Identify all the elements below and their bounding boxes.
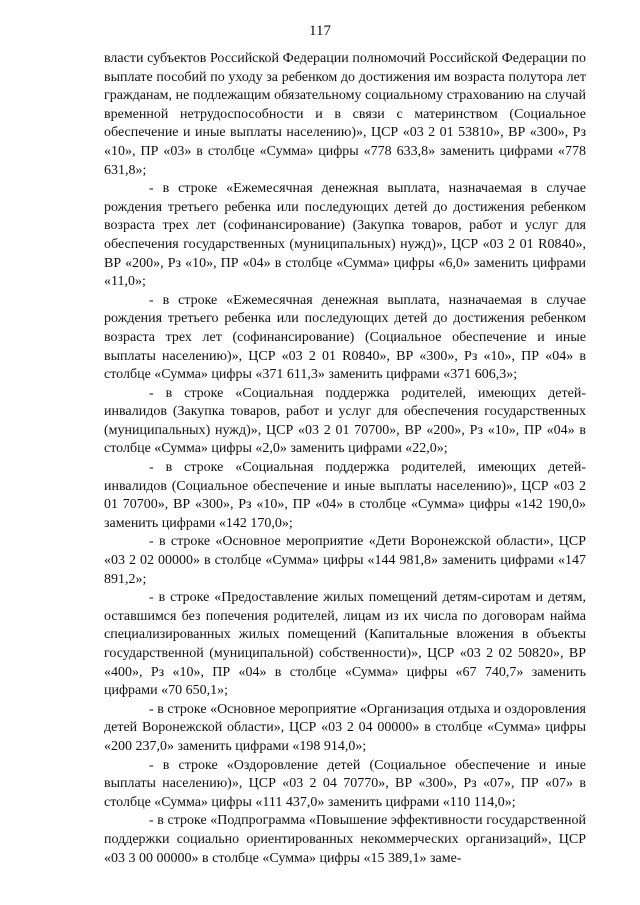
paragraph-r0840-social: - в строке «Ежемесячная денежная выплата, назначаемая в случае рождения третьего ребенка или последующих детей до достижения ребенком возраста трех лет (софинансирование) (Социальное обеспечение и иные выплаты населению)», ЦСР «03 2 01 R0840», ВР «300», Рз «10», ПР «04» в столбце «Сумма» цифры «371 611,3» заменить цифрами «371 606,3»; bbox=[104, 292, 586, 383]
paragraph-orphan-housing: - в строке «Предоставление жилых помещений детям-сиротам и детям, оставшимся без попечения родителей, лицам из их числа по договорам найма специализированных жилых помещений (Капитальные вложения в объекты государственной (муниципальной) собственности)», ЦСР «03 2 02 50820», ВР «400», Рз «10», ПР «04» в столбце «Сумма» цифры «67 740,7» заменить цифрами «70 650,1»; bbox=[104, 590, 586, 699]
paragraph-70700-social: - в строке «Социальная поддержка родителей, имеющих детей-инвалидов (Социальное обеспечение и иные выплаты населению)», ЦСР «03 2 01 70700», ВР «300», Рз «10», ПР «04» в столбце «Сумма» цифры «142 190,0» заменить цифрами «142 170,0»; bbox=[104, 460, 586, 531]
page-number: 117 bbox=[309, 23, 331, 39]
paragraph-continuation: власти субъектов Российской Федерации полномочий Российской Федерации по выплате пособий по уходу за ребенком до достижения им возраста полутора лет гражданам, не подлежащим обязательному социальному страхованию на случай временной нетрудоспособности и в связи с материнством (Социальное обеспечение и иные выплаты населению)», ЦСР «03 2 01 53810», ВР «300», Рз «10», ПР «03» в столбце «Сумма» цифры «778 633,8» заменить цифрами «778 631,8»; bbox=[104, 51, 586, 178]
paragraph-subprogram-nko: - в строке «Подпрограмма «Повышение эффективности государственной поддержки социально ориентированных некоммерческих организаций», ЦСР «03 3 00 00000» в столбце «Сумма» цифры «15 389,1» заме- bbox=[104, 813, 586, 866]
paragraph-children-voronezh: - в строке «Основное мероприятие «Дети Воронежской области», ЦСР «03 2 02 00000» в столбце «Сумма» цифры «144 981,8» заменить цифрами «147 891,2»; bbox=[104, 534, 586, 587]
paragraph-70700-procurement: - в строке «Социальная поддержка родителей, имеющих детей-инвалидов (Закупка товаров, работ и услуг для обеспечения государственных (муниципальных) нужд)», ЦСР «03 2 01 70700», ВР «200», Рз «10», ПР «04» в столбце «Сумма» цифры «2,0» заменить цифрами «22,0»; bbox=[104, 385, 586, 457]
paragraph-recreation-main: - в строке «Основное мероприятие «Организация отдыха и оздоровления детей Воронежской области», ЦСР «03 2 04 00000» в столбце «Сумма» цифры «200 237,0» заменить цифрами «198 914,0»; bbox=[104, 701, 586, 754]
paragraph-recreation-children: - в строке «Оздоровление детей (Социальное обеспечение и иные выплаты населению)», ЦСР «03 2 04 70770», ВР «300», Рз «07», ПР «07» в столбце «Сумма» цифры «111 437,0» заменить цифрами «110 114,0»; bbox=[104, 757, 586, 810]
paragraph-r0840-procurement: - в строке «Ежемесячная денежная выплата, назначаемая в случае рождения третьего ребенка или последующих детей до достижения ребенком возраста трех лет (софинансирование) (Закупка товаров, работ и услуг для обеспечения государственных (муниципальных) нужд)», ЦСР «03 2 01 R0840», ВР «200», Рз «10», ПР «04» в столбце «Сумма» цифры «6,0» заменить цифрами «11,0»; bbox=[104, 181, 586, 290]
document-body bbox=[104, 50, 586, 868]
